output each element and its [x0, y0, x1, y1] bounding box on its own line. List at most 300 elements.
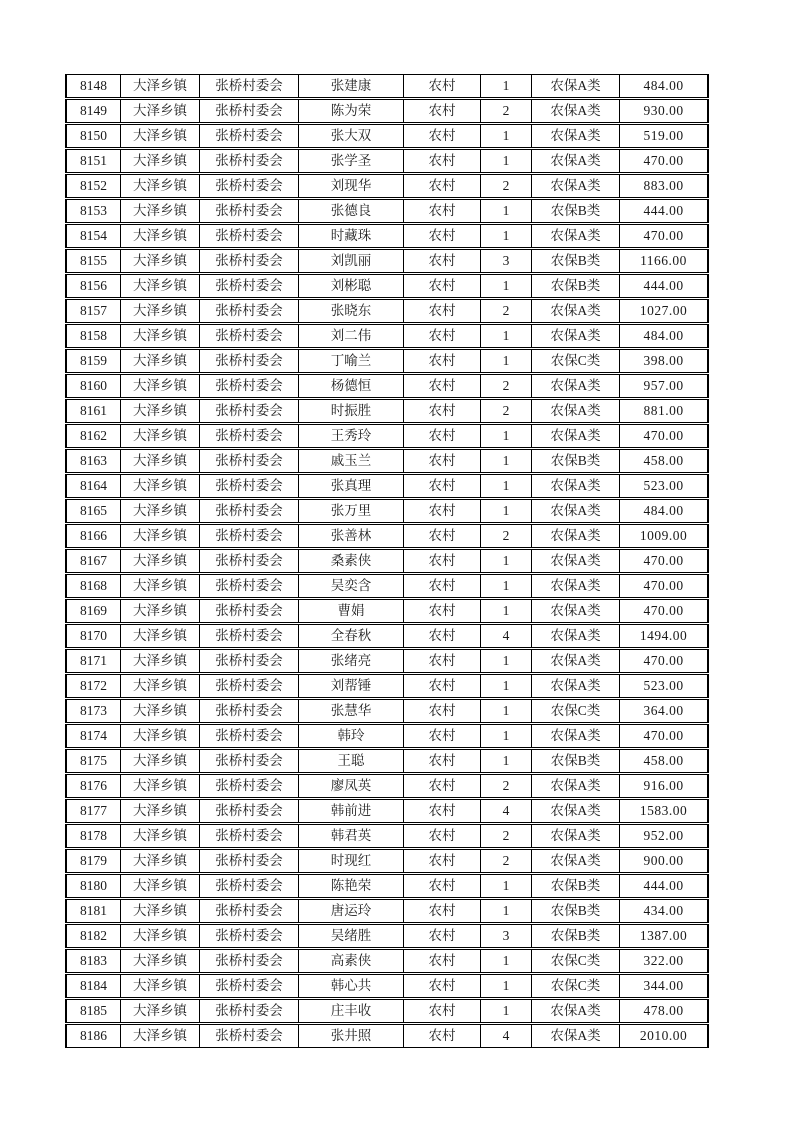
cell-person-name: 张学圣	[298, 149, 403, 173]
cell-insurance-category: 农保A类	[531, 774, 619, 798]
cell-amount: 881.00	[619, 399, 709, 423]
cell-person-count: 2	[480, 524, 531, 548]
cell-township: 大泽乡镇	[120, 174, 199, 198]
cell-person-name: 陈为荣	[298, 99, 403, 123]
cell-person-count: 3	[480, 249, 531, 273]
table-row	[65, 249, 709, 273]
cell-residence-type: 农村	[403, 399, 480, 423]
table-row	[65, 424, 709, 448]
table-row	[65, 524, 709, 548]
cell-amount: 470.00	[619, 549, 709, 573]
cell-township: 大泽乡镇	[120, 624, 199, 648]
cell-insurance-category: 农保A类	[531, 599, 619, 623]
cell-residence-type: 农村	[403, 199, 480, 223]
cell-village-committee: 张桥村委会	[199, 124, 298, 148]
cell-person-name: 杨德恒	[298, 374, 403, 398]
cell-village-committee: 张桥村委会	[199, 99, 298, 123]
cell-township: 大泽乡镇	[120, 349, 199, 373]
cell-person-count: 2	[480, 174, 531, 198]
table-row	[65, 449, 709, 473]
cell-person-name: 桑素侠	[298, 549, 403, 573]
cell-amount: 523.00	[619, 474, 709, 498]
cell-person-count: 1	[480, 949, 531, 973]
cell-person-name: 陈艳荣	[298, 874, 403, 898]
cell-amount: 458.00	[619, 749, 709, 773]
cell-township: 大泽乡镇	[120, 249, 199, 273]
cell-insurance-category: 农保A类	[531, 1024, 619, 1048]
cell-amount: 444.00	[619, 274, 709, 298]
cell-person-name: 时振胜	[298, 399, 403, 423]
cell-sequence-number: 8153	[65, 199, 120, 223]
cell-insurance-category: 农保A类	[531, 549, 619, 573]
cell-sequence-number: 8186	[65, 1024, 120, 1048]
cell-amount: 1583.00	[619, 799, 709, 823]
cell-person-count: 4	[480, 624, 531, 648]
cell-insurance-category: 农保A类	[531, 424, 619, 448]
cell-amount: 444.00	[619, 874, 709, 898]
cell-person-count: 1	[480, 424, 531, 448]
cell-township: 大泽乡镇	[120, 299, 199, 323]
cell-person-count: 1	[480, 499, 531, 523]
cell-insurance-category: 农保A类	[531, 649, 619, 673]
cell-person-count: 1	[480, 549, 531, 573]
table-row	[65, 599, 709, 623]
cell-amount: 1027.00	[619, 299, 709, 323]
table-row	[65, 399, 709, 423]
table-sheet	[65, 73, 709, 1049]
cell-sequence-number: 8169	[65, 599, 120, 623]
cell-person-count: 1	[480, 199, 531, 223]
cell-person-name: 张建康	[298, 74, 403, 98]
table-body	[65, 74, 709, 1048]
cell-person-name: 王聪	[298, 749, 403, 773]
cell-residence-type: 农村	[403, 449, 480, 473]
cell-person-count: 3	[480, 924, 531, 948]
cell-sequence-number: 8152	[65, 174, 120, 198]
cell-insurance-category: 农保A类	[531, 674, 619, 698]
cell-residence-type: 农村	[403, 824, 480, 848]
cell-sequence-number: 8175	[65, 749, 120, 773]
cell-residence-type: 农村	[403, 324, 480, 348]
cell-township: 大泽乡镇	[120, 724, 199, 748]
table-row	[65, 224, 709, 248]
cell-insurance-category: 农保B类	[531, 449, 619, 473]
cell-sequence-number: 8155	[65, 249, 120, 273]
cell-village-committee: 张桥村委会	[199, 474, 298, 498]
cell-person-name: 张大双	[298, 124, 403, 148]
cell-person-count: 2	[480, 824, 531, 848]
cell-village-committee: 张桥村委会	[199, 499, 298, 523]
cell-amount: 458.00	[619, 449, 709, 473]
table-row	[65, 824, 709, 848]
cell-residence-type: 农村	[403, 149, 480, 173]
table-row	[65, 74, 709, 98]
cell-residence-type: 农村	[403, 674, 480, 698]
cell-township: 大泽乡镇	[120, 499, 199, 523]
cell-amount: 398.00	[619, 349, 709, 373]
cell-person-name: 张绪亮	[298, 649, 403, 673]
cell-insurance-category: 农保C类	[531, 699, 619, 723]
cell-township: 大泽乡镇	[120, 599, 199, 623]
cell-residence-type: 农村	[403, 1024, 480, 1048]
cell-person-count: 1	[480, 74, 531, 98]
cell-amount: 470.00	[619, 224, 709, 248]
cell-person-name: 张万里	[298, 499, 403, 523]
cell-person-name: 高素侠	[298, 949, 403, 973]
cell-sequence-number: 8160	[65, 374, 120, 398]
cell-person-name: 张慧华	[298, 699, 403, 723]
cell-person-count: 1	[480, 574, 531, 598]
cell-sequence-number: 8172	[65, 674, 120, 698]
cell-amount: 470.00	[619, 649, 709, 673]
cell-township: 大泽乡镇	[120, 199, 199, 223]
cell-residence-type: 农村	[403, 374, 480, 398]
cell-amount: 470.00	[619, 724, 709, 748]
cell-village-committee: 张桥村委会	[199, 799, 298, 823]
cell-village-committee: 张桥村委会	[199, 374, 298, 398]
cell-township: 大泽乡镇	[120, 824, 199, 848]
table-row	[65, 799, 709, 823]
cell-village-committee: 张桥村委会	[199, 699, 298, 723]
cell-person-count: 2	[480, 374, 531, 398]
cell-sequence-number: 8173	[65, 699, 120, 723]
cell-residence-type: 农村	[403, 74, 480, 98]
cell-amount: 484.00	[619, 74, 709, 98]
cell-amount: 1166.00	[619, 249, 709, 273]
cell-sequence-number: 8150	[65, 124, 120, 148]
cell-sequence-number: 8156	[65, 274, 120, 298]
cell-insurance-category: 农保A类	[531, 174, 619, 198]
cell-person-name: 庄丰收	[298, 999, 403, 1023]
cell-township: 大泽乡镇	[120, 224, 199, 248]
cell-sequence-number: 8154	[65, 224, 120, 248]
cell-person-count: 2	[480, 399, 531, 423]
cell-sequence-number: 8149	[65, 99, 120, 123]
cell-person-name: 吴绪胜	[298, 924, 403, 948]
cell-person-name: 张井照	[298, 1024, 403, 1048]
cell-residence-type: 农村	[403, 924, 480, 948]
cell-person-name: 时现红	[298, 849, 403, 873]
cell-village-committee: 张桥村委会	[199, 749, 298, 773]
cell-insurance-category: 农保B类	[531, 899, 619, 923]
cell-village-committee: 张桥村委会	[199, 999, 298, 1023]
cell-person-name: 刘彬聪	[298, 274, 403, 298]
cell-residence-type: 农村	[403, 599, 480, 623]
cell-sequence-number: 8180	[65, 874, 120, 898]
cell-person-count: 1	[480, 899, 531, 923]
cell-residence-type: 农村	[403, 774, 480, 798]
cell-person-name: 刘二伟	[298, 324, 403, 348]
cell-village-committee: 张桥村委会	[199, 949, 298, 973]
cell-sequence-number: 8162	[65, 424, 120, 448]
cell-sequence-number: 8176	[65, 774, 120, 798]
cell-insurance-category: 农保A类	[531, 399, 619, 423]
table-row	[65, 299, 709, 323]
cell-amount: 883.00	[619, 174, 709, 198]
cell-village-committee: 张桥村委会	[199, 924, 298, 948]
cell-insurance-category: 农保A类	[531, 574, 619, 598]
cell-insurance-category: 农保A类	[531, 74, 619, 98]
cell-township: 大泽乡镇	[120, 324, 199, 348]
cell-sequence-number: 8159	[65, 349, 120, 373]
table-row	[65, 874, 709, 898]
table-row	[65, 99, 709, 123]
table-row	[65, 324, 709, 348]
cell-amount: 322.00	[619, 949, 709, 973]
cell-village-committee: 张桥村委会	[199, 674, 298, 698]
cell-amount: 470.00	[619, 574, 709, 598]
cell-village-committee: 张桥村委会	[199, 574, 298, 598]
cell-amount: 484.00	[619, 324, 709, 348]
cell-insurance-category: 农保A类	[531, 624, 619, 648]
cell-insurance-category: 农保A类	[531, 499, 619, 523]
cell-village-committee: 张桥村委会	[199, 149, 298, 173]
cell-amount: 952.00	[619, 824, 709, 848]
cell-township: 大泽乡镇	[120, 774, 199, 798]
cell-residence-type: 农村	[403, 249, 480, 273]
table-row	[65, 974, 709, 998]
cell-village-committee: 张桥村委会	[199, 299, 298, 323]
cell-insurance-category: 农保A类	[531, 999, 619, 1023]
cell-township: 大泽乡镇	[120, 649, 199, 673]
cell-township: 大泽乡镇	[120, 749, 199, 773]
cell-amount: 484.00	[619, 499, 709, 523]
table-row	[65, 649, 709, 673]
cell-insurance-category: 农保A类	[531, 374, 619, 398]
cell-insurance-category: 农保A类	[531, 474, 619, 498]
cell-person-count: 1	[480, 599, 531, 623]
cell-person-name: 韩前进	[298, 799, 403, 823]
cell-sequence-number: 8183	[65, 949, 120, 973]
cell-amount: 1494.00	[619, 624, 709, 648]
cell-village-committee: 张桥村委会	[199, 274, 298, 298]
cell-township: 大泽乡镇	[120, 124, 199, 148]
cell-person-count: 1	[480, 349, 531, 373]
cell-village-committee: 张桥村委会	[199, 524, 298, 548]
cell-insurance-category: 农保A类	[531, 324, 619, 348]
cell-residence-type: 农村	[403, 349, 480, 373]
table-row	[65, 149, 709, 173]
table-row	[65, 924, 709, 948]
cell-village-committee: 张桥村委会	[199, 249, 298, 273]
cell-village-committee: 张桥村委会	[199, 649, 298, 673]
cell-person-count: 1	[480, 874, 531, 898]
table-row	[65, 899, 709, 923]
cell-amount: 344.00	[619, 974, 709, 998]
cell-person-count: 1	[480, 474, 531, 498]
table-row	[65, 999, 709, 1023]
cell-residence-type: 农村	[403, 699, 480, 723]
cell-village-committee: 张桥村委会	[199, 974, 298, 998]
cell-sequence-number: 8148	[65, 74, 120, 98]
cell-person-name: 吴奕含	[298, 574, 403, 598]
cell-insurance-category: 农保C类	[531, 949, 619, 973]
cell-person-count: 1	[480, 999, 531, 1023]
cell-person-count: 1	[480, 124, 531, 148]
cell-township: 大泽乡镇	[120, 699, 199, 723]
cell-village-committee: 张桥村委会	[199, 449, 298, 473]
table-row	[65, 724, 709, 748]
cell-insurance-category: 农保A类	[531, 724, 619, 748]
cell-village-committee: 张桥村委会	[199, 1024, 298, 1048]
cell-village-committee: 张桥村委会	[199, 774, 298, 798]
cell-insurance-category: 农保A类	[531, 124, 619, 148]
cell-person-name: 刘帮锤	[298, 674, 403, 698]
table-row	[65, 274, 709, 298]
cell-township: 大泽乡镇	[120, 899, 199, 923]
cell-amount: 478.00	[619, 999, 709, 1023]
cell-township: 大泽乡镇	[120, 974, 199, 998]
cell-residence-type: 农村	[403, 874, 480, 898]
cell-person-count: 1	[480, 974, 531, 998]
cell-sequence-number: 8174	[65, 724, 120, 748]
cell-person-count: 1	[480, 274, 531, 298]
cell-amount: 364.00	[619, 699, 709, 723]
cell-sequence-number: 8151	[65, 149, 120, 173]
cell-person-count: 1	[480, 649, 531, 673]
cell-residence-type: 农村	[403, 549, 480, 573]
cell-sequence-number: 8185	[65, 999, 120, 1023]
cell-insurance-category: 农保A类	[531, 299, 619, 323]
cell-township: 大泽乡镇	[120, 549, 199, 573]
cell-township: 大泽乡镇	[120, 874, 199, 898]
cell-village-committee: 张桥村委会	[199, 224, 298, 248]
cell-person-name: 张德良	[298, 199, 403, 223]
cell-person-count: 1	[480, 324, 531, 348]
cell-sequence-number: 8157	[65, 299, 120, 323]
cell-amount: 470.00	[619, 424, 709, 448]
cell-amount: 900.00	[619, 849, 709, 873]
cell-amount: 519.00	[619, 124, 709, 148]
cell-sequence-number: 8161	[65, 399, 120, 423]
cell-residence-type: 农村	[403, 999, 480, 1023]
cell-insurance-category: 农保C类	[531, 349, 619, 373]
cell-residence-type: 农村	[403, 499, 480, 523]
cell-sequence-number: 8168	[65, 574, 120, 598]
cell-sequence-number: 8184	[65, 974, 120, 998]
table-row	[65, 499, 709, 523]
cell-insurance-category: 农保A类	[531, 224, 619, 248]
cell-amount: 957.00	[619, 374, 709, 398]
cell-sequence-number: 8164	[65, 474, 120, 498]
cell-residence-type: 农村	[403, 799, 480, 823]
cell-residence-type: 农村	[403, 524, 480, 548]
cell-township: 大泽乡镇	[120, 74, 199, 98]
cell-person-name: 张真理	[298, 474, 403, 498]
cell-township: 大泽乡镇	[120, 924, 199, 948]
cell-residence-type: 农村	[403, 624, 480, 648]
cell-sequence-number: 8170	[65, 624, 120, 648]
cell-person-name: 王秀玲	[298, 424, 403, 448]
cell-residence-type: 农村	[403, 299, 480, 323]
cell-residence-type: 农村	[403, 99, 480, 123]
cell-amount: 916.00	[619, 774, 709, 798]
cell-village-committee: 张桥村委会	[199, 599, 298, 623]
cell-residence-type: 农村	[403, 124, 480, 148]
cell-sequence-number: 8181	[65, 899, 120, 923]
cell-person-name: 全春秋	[298, 624, 403, 648]
cell-person-count: 1	[480, 224, 531, 248]
cell-amount: 1387.00	[619, 924, 709, 948]
cell-insurance-category: 农保B类	[531, 874, 619, 898]
cell-person-name: 戚玉兰	[298, 449, 403, 473]
cell-amount: 434.00	[619, 899, 709, 923]
cell-person-name: 廖凤英	[298, 774, 403, 798]
cell-amount: 930.00	[619, 99, 709, 123]
cell-village-committee: 张桥村委会	[199, 624, 298, 648]
cell-insurance-category: 农保A类	[531, 149, 619, 173]
cell-village-committee: 张桥村委会	[199, 424, 298, 448]
table-row	[65, 624, 709, 648]
cell-amount: 1009.00	[619, 524, 709, 548]
table-row	[65, 374, 709, 398]
cell-township: 大泽乡镇	[120, 949, 199, 973]
cell-person-count: 4	[480, 799, 531, 823]
cell-residence-type: 农村	[403, 849, 480, 873]
cell-township: 大泽乡镇	[120, 99, 199, 123]
cell-residence-type: 农村	[403, 649, 480, 673]
cell-person-name: 丁喻兰	[298, 349, 403, 373]
cell-person-count: 2	[480, 774, 531, 798]
cell-village-committee: 张桥村委会	[199, 399, 298, 423]
table-row	[65, 849, 709, 873]
cell-person-count: 1	[480, 699, 531, 723]
cell-person-name: 时藏珠	[298, 224, 403, 248]
cell-township: 大泽乡镇	[120, 274, 199, 298]
cell-residence-type: 农村	[403, 749, 480, 773]
cell-residence-type: 农村	[403, 574, 480, 598]
cell-township: 大泽乡镇	[120, 999, 199, 1023]
cell-sequence-number: 8171	[65, 649, 120, 673]
table-row	[65, 124, 709, 148]
cell-amount: 470.00	[619, 599, 709, 623]
cell-insurance-category: 农保A类	[531, 849, 619, 873]
cell-sequence-number: 8158	[65, 324, 120, 348]
cell-amount: 2010.00	[619, 1024, 709, 1048]
cell-insurance-category: 农保A类	[531, 99, 619, 123]
cell-township: 大泽乡镇	[120, 849, 199, 873]
cell-residence-type: 农村	[403, 224, 480, 248]
cell-sequence-number: 8167	[65, 549, 120, 573]
cell-residence-type: 农村	[403, 899, 480, 923]
cell-amount: 444.00	[619, 199, 709, 223]
cell-person-count: 2	[480, 299, 531, 323]
table-row	[65, 474, 709, 498]
cell-village-committee: 张桥村委会	[199, 874, 298, 898]
table-row	[65, 699, 709, 723]
cell-insurance-category: 农保A类	[531, 524, 619, 548]
cell-sequence-number: 8182	[65, 924, 120, 948]
cell-insurance-category: 农保B类	[531, 749, 619, 773]
table-row	[65, 774, 709, 798]
cell-residence-type: 农村	[403, 174, 480, 198]
cell-person-name: 韩君英	[298, 824, 403, 848]
cell-amount: 470.00	[619, 149, 709, 173]
cell-township: 大泽乡镇	[120, 474, 199, 498]
table-row	[65, 674, 709, 698]
cell-village-committee: 张桥村委会	[199, 849, 298, 873]
cell-village-committee: 张桥村委会	[199, 724, 298, 748]
cell-residence-type: 农村	[403, 424, 480, 448]
table-row	[65, 574, 709, 598]
cell-township: 大泽乡镇	[120, 799, 199, 823]
cell-person-name: 张善林	[298, 524, 403, 548]
cell-residence-type: 农村	[403, 974, 480, 998]
cell-insurance-category: 农保B类	[531, 199, 619, 223]
cell-residence-type: 农村	[403, 724, 480, 748]
cell-village-committee: 张桥村委会	[199, 324, 298, 348]
table-row	[65, 1024, 709, 1048]
